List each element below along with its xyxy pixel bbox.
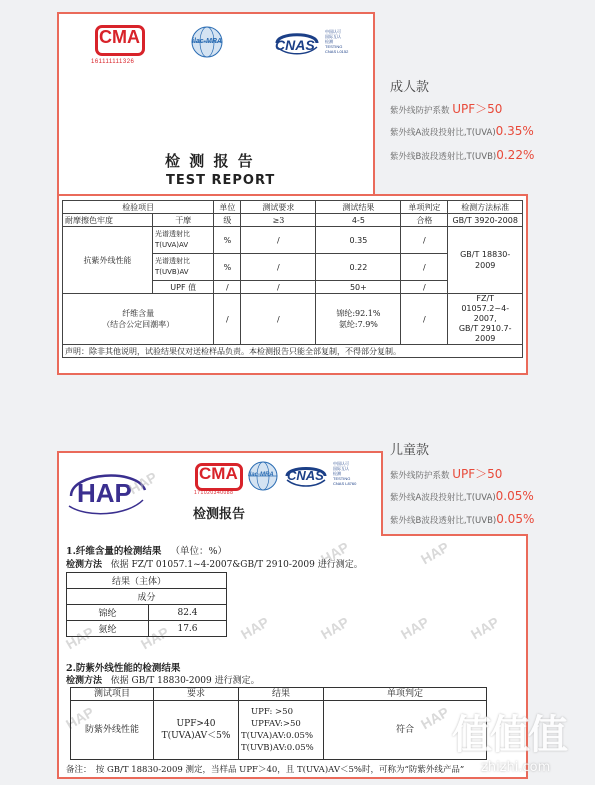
hap-logo-text: HAP	[77, 478, 132, 508]
th-req: 测试要求	[241, 201, 316, 214]
cnas-logo-small: 中国认可 国际互认 检测 TESTING CNAS L0152	[325, 29, 349, 54]
upf-req: /	[241, 281, 316, 294]
uvb-unit: %	[214, 254, 241, 281]
adult-uvb-row: 紫外线B波段透射比,T(UVB)0.22%	[390, 148, 535, 162]
kid-report-mask	[59, 532, 381, 538]
report-title-en: TEST REPORT	[166, 173, 276, 188]
fastness-unit: 级	[214, 214, 241, 227]
watermark: HAP	[237, 613, 272, 643]
kid-t2-h-item: 测试项目	[71, 688, 154, 701]
kid-t1-value: 17.6	[149, 621, 227, 637]
th-result: 测试结果	[316, 201, 401, 214]
kid-t2-req: UPF>40 T(UVA)AV＜5%	[154, 701, 239, 760]
kid-t2-h-judge: 单项判定	[324, 688, 487, 701]
kid-section2-method: 检测方法 依据 GB/T 18830-2009 进行测定。	[66, 676, 260, 686]
uv-item: 抗紫外线性能	[63, 227, 153, 294]
uva-judge: /	[401, 227, 448, 254]
upf-result: 50+	[316, 281, 401, 294]
watermark: HAP	[62, 703, 97, 733]
adult-section-title: 成人款	[390, 80, 430, 95]
fiber-result: 锦纶:92.1% 氨纶:7.9%	[316, 294, 401, 345]
kid-t1-name: 氨纶	[67, 621, 149, 637]
kid-t2-item: 防紫外线性能	[71, 701, 154, 760]
kid-ilac-logo-text: ilac-MRA	[248, 472, 274, 478]
kid-t2-judge: 符合	[324, 701, 487, 760]
kid-note: 备注： 按 GB/T 18830-2009 测定，当样品 UPF＞40，且 T(UVA)AV＜5%时，可称为“防紫外线产品”	[66, 765, 465, 775]
kid-cma-logo-number: 171020340088	[194, 490, 234, 496]
kid-report-title: 检测报告	[193, 507, 246, 522]
kid-t2-h-res: 结果	[239, 688, 324, 701]
uvb-result: 0.22	[316, 254, 401, 281]
upf-judge: /	[401, 281, 448, 294]
kid-section1-heading: 1.纤维含量的检测结果 （单位：%）	[66, 546, 228, 557]
th-judge: 单项判定	[401, 201, 448, 214]
uva-result: 0.35	[316, 227, 401, 254]
fastness-item: 耐摩擦色牢度	[63, 214, 153, 227]
fastness-judge: 合格	[401, 214, 448, 227]
kid-section2-heading: 2.防紫外线性能的检测结果	[66, 663, 181, 674]
fiber-req: /	[241, 294, 316, 345]
th-unit: 单位	[214, 201, 241, 214]
adult-upf-row: 紫外线防护系数 UPF＞50	[390, 102, 503, 116]
kid-uvb-row: 紫外线B波段透射比,T(UVB)0.05%	[390, 512, 535, 526]
uv-method: GB/T 18830-2009	[448, 227, 523, 294]
kid-t1-header1: 结果（主体）	[67, 573, 227, 589]
uva-req: /	[241, 227, 316, 254]
upf-unit: /	[214, 281, 241, 294]
watermark: HAP	[125, 468, 160, 498]
kid-t2-h-req: 要求	[154, 688, 239, 701]
uva-unit: %	[214, 227, 241, 254]
watermark: HAP	[137, 623, 172, 653]
fastness-method: GB/T 3920-2008	[448, 214, 523, 227]
kid-cnas-logo-small: 中国认可 国际互认 检测 TESTING CNAS L8760	[333, 461, 357, 486]
watermark: HAP	[417, 703, 452, 733]
uvb-req: /	[241, 254, 316, 281]
uvb-sub: 光谱透射比 T(UVB)AV	[153, 254, 214, 281]
th-item: 检验项目	[63, 201, 214, 214]
uvb-judge: /	[401, 254, 448, 281]
statement-note: 声明：除非其他说明，试验结果仅对送检样品负责。本检测报告只能全部复制，不得部分复制。	[63, 345, 523, 358]
kid-t1-header2: 成分	[67, 589, 227, 605]
upf-sub: UPF 值	[153, 281, 214, 294]
fastness-sub: 干摩	[153, 214, 214, 227]
watermark: HAP	[62, 623, 97, 653]
cnas-logo-text: CNAS	[275, 37, 315, 53]
fiber-unit: /	[214, 294, 241, 345]
kid-section1-method: 检测方法 依据 FZ/T 01057.1~4-2007&GB/T 2910-2009 进行测定。	[66, 560, 363, 570]
kid-t1-value: 82.4	[149, 605, 227, 621]
fiber-item: 纤维含量 （结合公定回潮率）	[63, 294, 214, 345]
watermark: HAP	[317, 613, 352, 643]
site-watermark-logo: 值值值	[452, 712, 566, 758]
cma-logo: CMA	[99, 27, 140, 47]
fiber-judge: /	[401, 294, 448, 345]
cma-logo-number: 161111111326	[91, 59, 135, 65]
watermark: HAP	[467, 613, 502, 643]
report-title-cn: 检 测 报 告	[165, 152, 255, 170]
kid-cnas-logo-text: CNAS	[287, 468, 324, 483]
th-method: 检测方法标准	[448, 201, 523, 214]
fastness-req: ≥3	[241, 214, 316, 227]
kid-uv-table	[70, 687, 487, 760]
kid-section-title: 儿童款	[390, 443, 430, 458]
adult-uva-row: 紫外线A波段投射比,T(UVA)0.35%	[390, 124, 534, 138]
kid-cma-logo: CMA	[199, 464, 238, 483]
fastness-result: 4-5	[316, 214, 401, 227]
watermark: HAP	[417, 538, 452, 568]
fiber-method: FZ/T 01057.2~4-2007, GB/T 2910.7-2009	[448, 294, 523, 345]
kid-t2-res: UPF: >50 UPFAV:>50 T(UVA)AV:0.05% T(UVB)AV:0.05%	[239, 701, 324, 760]
watermark: HAP	[317, 538, 352, 568]
adult-test-table	[62, 200, 523, 358]
kid-t1-name: 锦纶	[67, 605, 149, 621]
kid-uva-row: 紫外线A波段投射比,T(UVA)0.05%	[390, 489, 534, 503]
uva-sub: 光谱透射比 T(UVA)AV	[153, 227, 214, 254]
site-watermark-domain: zhizhi.com	[481, 760, 551, 775]
kid-upf-row: 紫外线防护系数 UPF＞50	[390, 467, 503, 481]
ilac-logo-text: ilac-MRA	[192, 38, 222, 45]
watermark: HAP	[397, 613, 432, 643]
kid-fiber-table	[66, 572, 227, 637]
